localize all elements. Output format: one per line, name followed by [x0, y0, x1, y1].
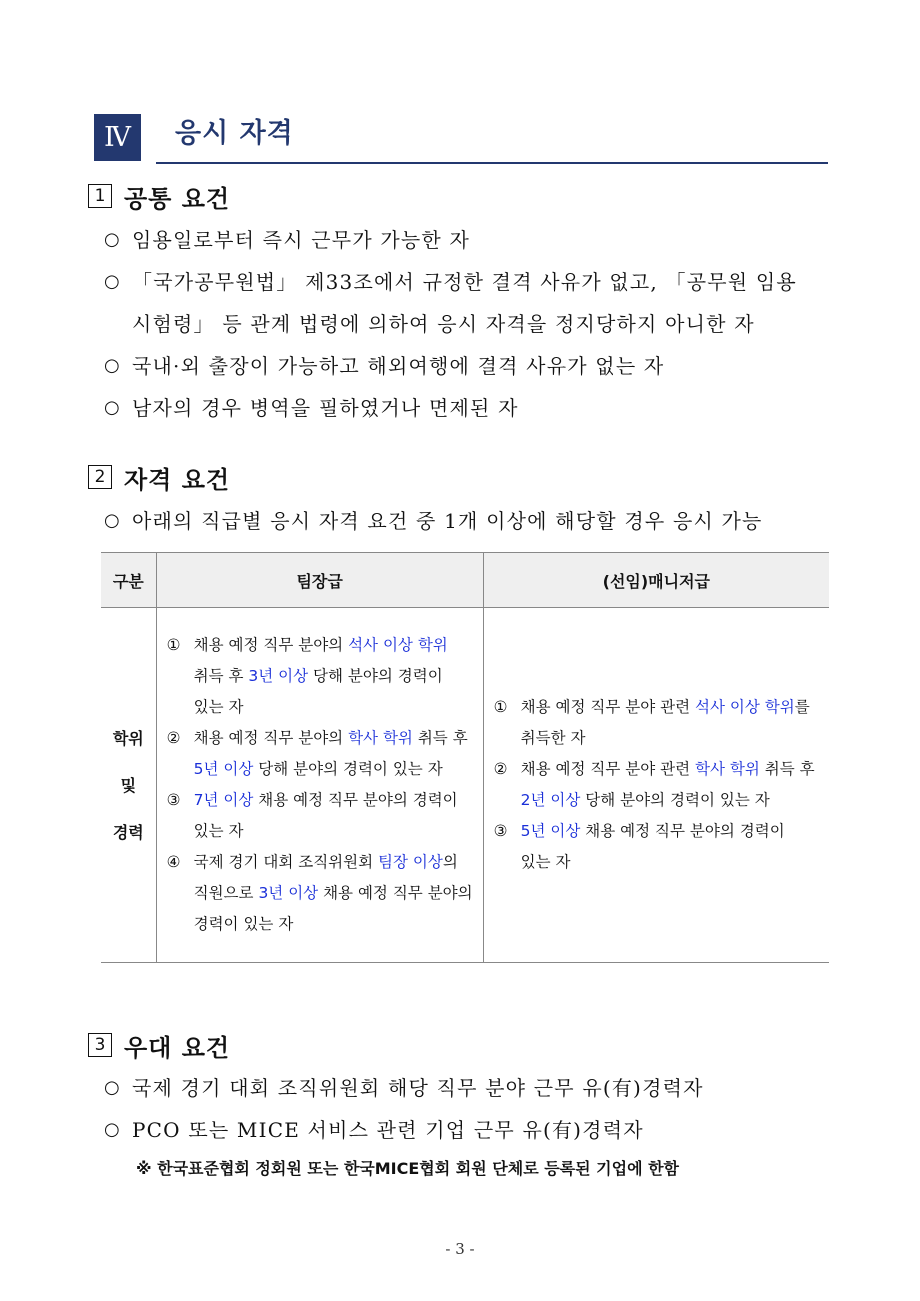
- requirement-item: [167, 847, 475, 940]
- requirement-item: [167, 630, 475, 723]
- requirement-text: 채용 예정 직무 분야의: [318, 884, 473, 902]
- chapter-title: 응시 자격: [175, 118, 294, 149]
- requirement-line: [521, 785, 821, 816]
- team-lead-requirements: [156, 608, 483, 963]
- section-number-box: 1: [88, 184, 112, 208]
- requirement-line: [521, 816, 821, 847]
- requirement-number: ①: [493, 698, 508, 716]
- footnote: ※ 한국표준협회 정회원 또는 한국MICE협회 회원 단체로 등록된 기업에 한함: [136, 1159, 680, 1178]
- highlighted-text: 7년 이상: [193, 791, 254, 809]
- requirement-text: 취득 후: [412, 729, 468, 747]
- section-title: 공통 요건: [124, 184, 231, 213]
- requirement-item: [494, 692, 821, 754]
- manager-list: [494, 692, 821, 878]
- requirement-text: 있는 자: [193, 698, 244, 716]
- requirement-text: 당해 분야의 경력이 있는 자: [580, 791, 770, 809]
- requirement-line: [194, 754, 475, 785]
- list-item-text: PCO 또는 MICE 서비스 관련 기업 근무 유(有)경력자: [132, 1118, 644, 1142]
- requirement-text: 당해 분야의 경력이 있는 자: [253, 760, 443, 778]
- list-item-text: 국내·외 출장이 가능하고 해외여행에 결격 사유가 없는 자: [132, 354, 665, 378]
- highlighted-text: 3년 이상: [258, 884, 319, 902]
- highlighted-text: 2년 이상: [520, 791, 581, 809]
- requirement-text: 취득한 자: [520, 729, 586, 747]
- row-label-line: 및: [120, 775, 137, 795]
- highlighted-text: 석사 이상 학위: [348, 636, 448, 654]
- table-header-row: [101, 553, 829, 608]
- requirement-line: [194, 785, 475, 816]
- chapter-divider: [156, 162, 828, 164]
- page-number: - 3 -: [445, 1240, 475, 1258]
- list-item-text: 임용일로부터 즉시 근무가 가능한 자: [132, 228, 471, 252]
- requirement-line: [521, 754, 821, 785]
- requirement-text: 채용 예정 직무 분야의: [193, 729, 349, 747]
- list-item-text-continued: 시험령」 등 관계 법령에 의하여 응시 자격을 정지당하지 아니한 자: [132, 312, 755, 336]
- team-lead-list: [167, 630, 475, 940]
- requirement-text: 채용 예정 직무 분야의: [193, 636, 349, 654]
- highlighted-text: 팀장 이상: [378, 853, 443, 871]
- requirement-text: 취득 후: [759, 760, 815, 778]
- bullet-mark: ○: [104, 229, 120, 250]
- requirement-text: 의: [442, 853, 458, 871]
- bullet-mark: ○: [104, 271, 120, 292]
- requirement-text: 국제 경기 대회 조직위원회: [193, 853, 379, 871]
- requirement-line: [521, 692, 821, 723]
- section-heading-preference: [88, 1030, 230, 1060]
- list-item-text: 「국가공무원법」 제33조에서 규정한 결격 사유가 없고, 「공무원 임용: [132, 270, 797, 294]
- requirement-line: [194, 878, 475, 909]
- requirement-line: [194, 723, 475, 754]
- table-row: [101, 608, 829, 963]
- requirement-text: 있는 자: [193, 822, 244, 840]
- chapter-number-badge: Ⅳ: [94, 114, 141, 161]
- requirement-line: [194, 630, 475, 661]
- requirement-text: 경력이 있는 자: [193, 915, 294, 933]
- highlighted-text: 3년 이상: [248, 667, 309, 685]
- requirement-number: ②: [493, 760, 508, 778]
- requirement-text: 채용 예정 직무 분야의 경력이: [253, 791, 458, 809]
- requirement-number: ④: [166, 853, 181, 871]
- section-title: 자격 요건: [124, 465, 231, 494]
- requirement-line: [521, 723, 821, 754]
- bullet-mark: ○: [104, 397, 120, 418]
- header-manager: (선임)매니저급: [483, 553, 829, 608]
- list-item-text: 국제 경기 대회 조직위원회 해당 직무 분야 근무 유(有)경력자: [132, 1076, 704, 1100]
- requirement-line: [194, 909, 475, 940]
- requirement-number: ①: [166, 636, 181, 654]
- requirement-text: 당해 분야의 경력이: [308, 667, 443, 685]
- requirement-item: [167, 723, 475, 785]
- requirement-text: 채용 예정 직무 분야의 경력이: [580, 822, 785, 840]
- section-heading-qualification: [88, 462, 230, 492]
- requirement-item: [167, 785, 475, 847]
- bullet-mark: ○: [104, 355, 120, 376]
- requirement-text: 직원으로: [193, 884, 259, 902]
- requirement-text: 채용 예정 직무 분야 관련: [520, 760, 696, 778]
- row-label-line: 학위: [112, 728, 144, 748]
- section-number-box: 2: [88, 465, 112, 489]
- requirement-item: [494, 754, 821, 816]
- bullet-mark: ○: [104, 1119, 120, 1140]
- requirement-line: [521, 847, 821, 878]
- requirement-text: 취득 후: [193, 667, 249, 685]
- section-heading-common: [88, 181, 230, 211]
- list-item-text: 남자의 경우 병역을 필하였거나 면제된 자: [132, 396, 519, 420]
- requirement-item: [494, 816, 821, 878]
- highlighted-text: 석사 이상 학위: [695, 698, 795, 716]
- header-team-lead: 팀장급: [156, 553, 483, 608]
- list-item-text: 아래의 직급별 응시 자격 요건 중 1개 이상에 해당할 경우 응시 가능: [132, 509, 763, 533]
- header-category: 구분: [101, 553, 156, 608]
- highlighted-text: 5년 이상: [193, 760, 254, 778]
- row-label-line: 경력: [112, 822, 144, 842]
- highlighted-text: 학사 학위: [695, 760, 760, 778]
- qualification-table: [101, 552, 829, 963]
- bullet-mark: ○: [104, 1077, 120, 1098]
- requirement-line: [194, 847, 475, 878]
- requirement-number: ③: [493, 822, 508, 840]
- requirement-line: [194, 661, 475, 692]
- manager-requirements: [483, 608, 829, 963]
- requirement-line: [194, 816, 475, 847]
- requirement-text: 를: [794, 698, 810, 716]
- section-title: 우대 요건: [124, 1033, 231, 1062]
- requirement-line: [194, 692, 475, 723]
- section-number-box: 3: [88, 1033, 112, 1057]
- requirement-number: ③: [166, 791, 181, 809]
- requirement-text: 있는 자: [520, 853, 571, 871]
- requirement-text: 채용 예정 직무 분야 관련: [520, 698, 696, 716]
- row-label: [101, 608, 156, 963]
- requirement-number: ②: [166, 729, 181, 747]
- highlighted-text: 5년 이상: [520, 822, 581, 840]
- highlighted-text: 학사 학위: [348, 729, 413, 747]
- bullet-mark: ○: [104, 510, 120, 531]
